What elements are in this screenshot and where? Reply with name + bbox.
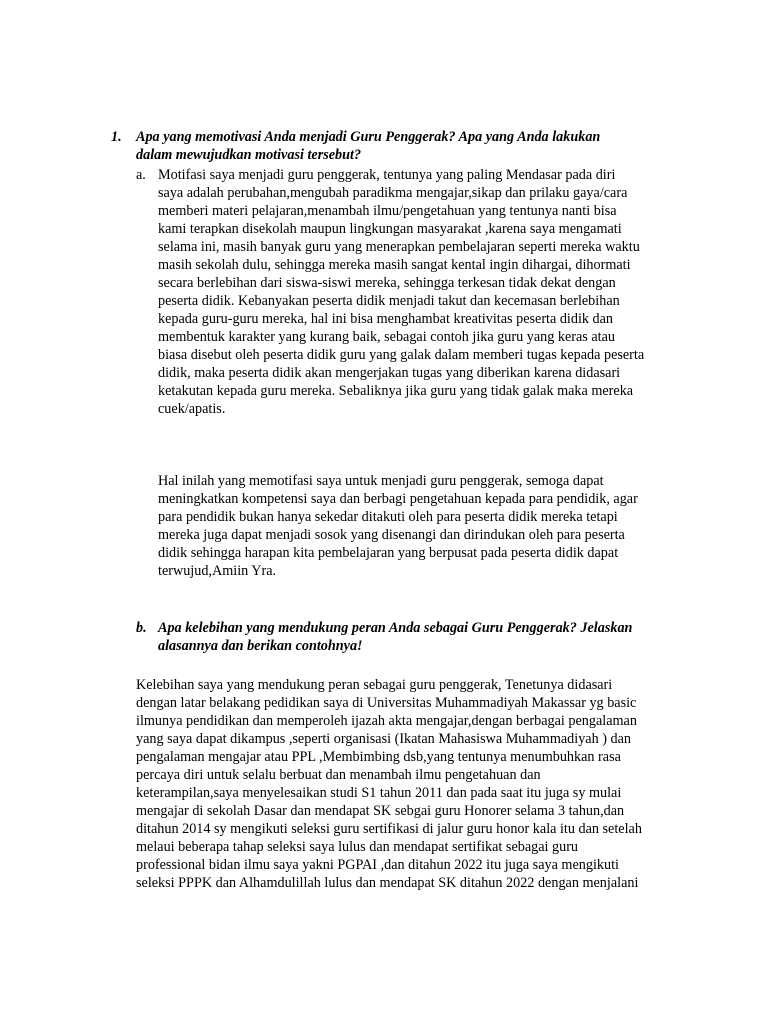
item-a-paragraph-1 [158, 166, 644, 418]
text-line: terwujud,Amiin Yra. [158, 563, 277, 579]
text-line: cuek/apatis. [158, 401, 226, 417]
text-line: ketakutan kepada guru mereka. Sebaliknya jika guru yang tidak galak maka mereka [158, 383, 634, 399]
text-line: mengajar di sekolah Dasar dan mendapat SK sebgai guru Honorer selama 3 tahun,dan [136, 803, 625, 819]
text-line: memberi materi pelajaran,menambah ilmu/pengetahuan yang tentunya nanti bisa [158, 203, 617, 219]
text-line: saya adalah perubahan,mengubah paradikma mengajar,sikap dan prilaku gaya/cara [158, 185, 628, 201]
text-line: dengan latar belakang pedidikan saya di Universitas Muhammadiyah Makassar yg basic [136, 695, 637, 711]
text-line: Apa kelebihan yang mendukung peran Anda sebagai Guru Penggerak? Jelaskan [158, 620, 633, 636]
item-b-marker: b. [136, 620, 147, 636]
text-line: selama ini, masih banyak guru yang menerapkan pembelajaran seperti mereka waktu [158, 239, 640, 255]
text-line: seleksi PPPK dan Alhamdulillah lulus dan mendapat SK ditahun 2022 dengan menjalani [136, 875, 639, 891]
text-line: Hal inilah yang memotifasi saya untuk menjadi guru penggerak, semoga dapat [158, 473, 604, 489]
item-a-paragraph-2 [158, 472, 638, 580]
question-1-text [136, 128, 600, 164]
text-line: para pendidik bukan hanya sekedar ditakuti oleh para peserta didik mereka tetapi [158, 509, 618, 525]
text-line: peserta didik. Kebanyakan peserta didik menjadi takut dan kecemasan berlebihan [158, 293, 620, 309]
text-line: mereka juga dapat menjadi sosok yang disenangi dan dirindukan oleh para peserta [158, 527, 625, 543]
text-line: masih sekolah dulu, sehingga mereka masih sangat kental ingin dihargai, dihormati [158, 257, 631, 273]
text-line: percaya diri untuk selalu berbuat dan menambah ilmu pengetahuan dan [136, 767, 541, 783]
text-line: ditahun 2014 sy mengikuti seleksi guru sertifikasi di jalur guru honor kala itu dan setelah [136, 821, 642, 837]
text-line: membentuk karakter yang kurang baik, sebagai contoh jika guru yang keras atau [158, 329, 615, 345]
text-line: alasannya dan berikan contohnya! [158, 638, 363, 654]
text-line: didik sehingga harapan kita pembelajaran yang berpusat pada peserta didik dapat [158, 545, 619, 561]
text-line: secara berlebihan dari siswa-siswi mereka, sehingga terkesan tidak dekat dengan [158, 275, 616, 291]
text-line: ilmunya pendidikan dan memperoleh ijazah akta mengajar,dengan berbagai pengalaman [136, 713, 637, 729]
text-line: didik, maka peserta didik akan mengerjakan tugas yang diberikan karena didasari [158, 365, 621, 381]
text-line: Motifasi saya menjadi guru penggerak, tentunya yang paling Mendasar pada diri [158, 167, 616, 183]
text-line: biasa disebut oleh peserta didik guru yang galak dalam memberi tugas kepada peserta [158, 347, 645, 363]
text-line: dalam mewujudkan motivasi tersebut? [136, 147, 362, 163]
text-line: melaui beberapa tahap seleksi saya lulus dan mendapat sertifikat sebagai guru [136, 839, 579, 855]
text-line: keterampilan,saya menyelesaikan studi S1 tahun 2011 dan pada saat itu juga sy mulai [136, 785, 622, 801]
item-a-marker: a. [136, 167, 146, 183]
text-line: Kelebihan saya yang mendukung peran sebagai guru penggerak, Tenetunya didasari [136, 677, 613, 693]
text-line: meningkatkan kompetensi saya dan berbagi pengetahuan kepada para pendidik, agar [158, 491, 638, 507]
text-line: professional bidan ilmu saya yakni PGPAI ,dan ditahun 2022 itu juga saya mengikuti [136, 857, 619, 873]
text-line: kepada guru-guru mereka, hal ini bisa menghambat kreativitas peserta didik dan [158, 311, 614, 327]
item-b-question [158, 619, 632, 655]
text-line: kami terapkan disekolah maupun lingkungan masyarakat ,karena saya mengamati [158, 221, 622, 237]
text-line: Apa yang memotivasi Anda menjadi Guru Penggerak? Apa yang Anda lakukan [136, 129, 601, 145]
text-line: pengalaman mengajar atau PPL ,Membimbing dsb,yang tentunya menumbuhkan rasa [136, 749, 621, 765]
text-line: yang saya dapat dikampus ,seperti organisasi (Ikatan Mahasiswa Muhammadiyah ) dan [136, 731, 631, 747]
item-b-answer [136, 676, 642, 892]
question-1-number: 1. [111, 129, 122, 145]
